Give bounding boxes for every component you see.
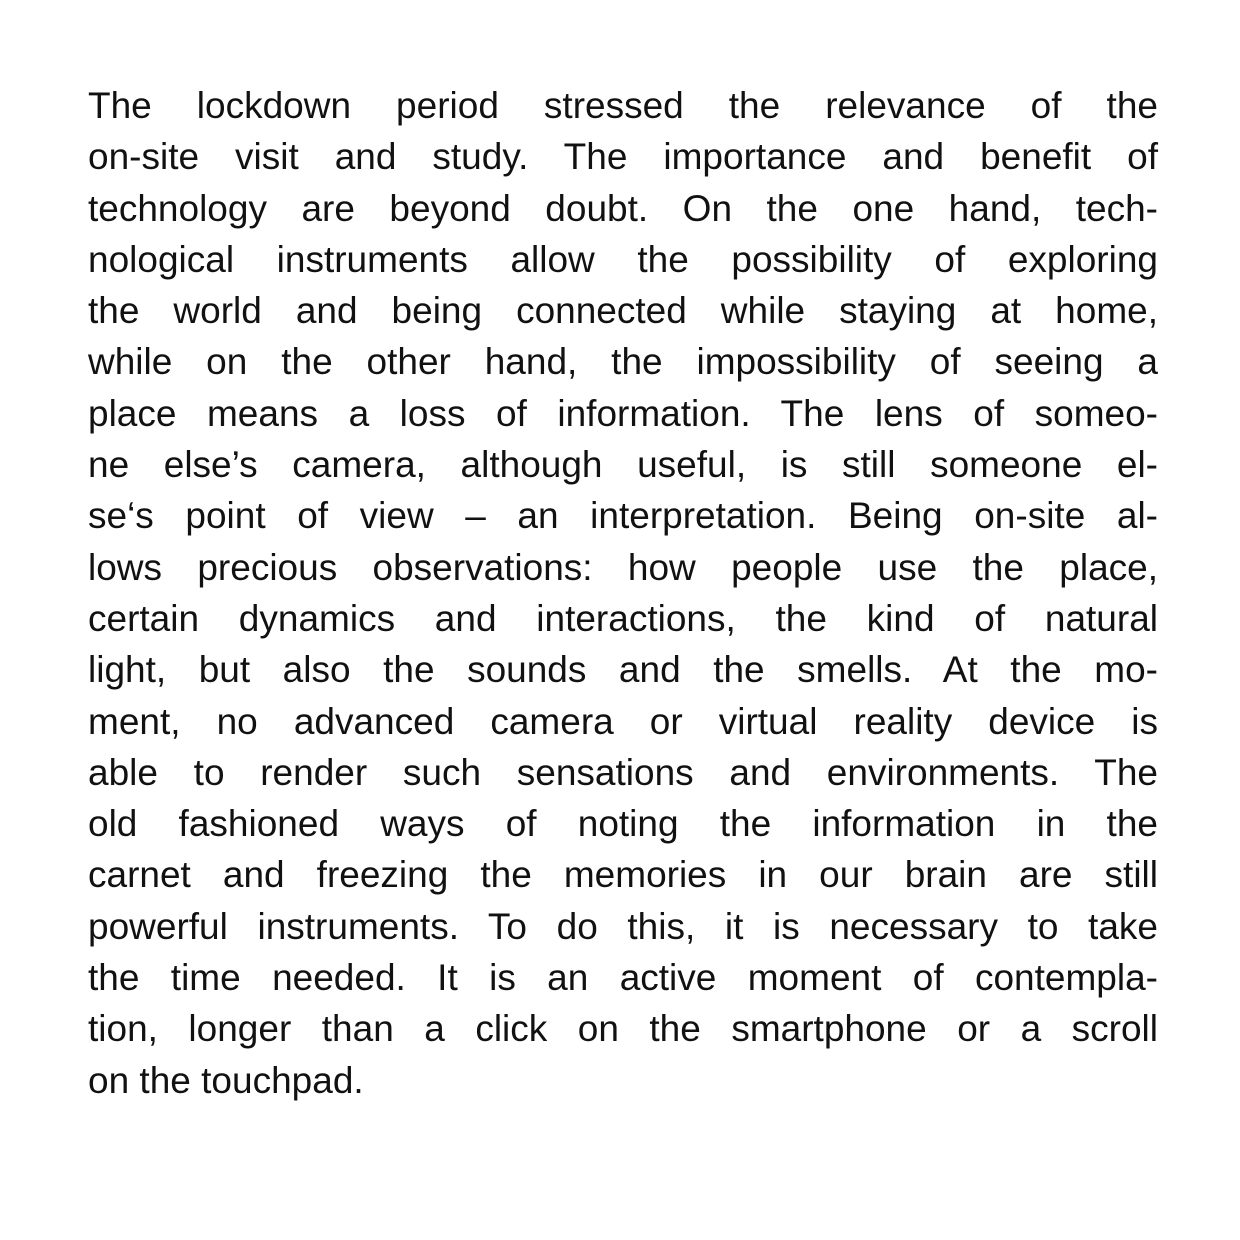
paragraph-line: ment, no advanced camera or virtual reality device is	[88, 700, 1158, 742]
paragraph-line: The lockdown period stressed the relevance of the	[88, 85, 1158, 126]
paragraph-line: certain dynamics and interactions, the kind of natural	[88, 597, 1158, 639]
paragraph-line: nological instruments allow the possibility of exploring	[88, 238, 1158, 280]
paragraph-line: technology are beyond doubt. On the one hand, tech-	[88, 187, 1158, 229]
paragraph-line: the world and being connected while staying at home,	[88, 290, 1158, 332]
paragraph-line: ne else’s camera, although useful, is still someone el-	[88, 444, 1158, 486]
paragraph-line: the time needed. It is an active moment of contempla-	[88, 957, 1158, 999]
paragraph-line: while on the other hand, the impossibility of seeing a	[88, 341, 1158, 383]
paragraph-line: able to render such sensations and environments. The	[88, 751, 1158, 793]
paragraph-line: on the touchpad.	[88, 1059, 364, 1101]
paragraph-line: tion, longer than a click on the smartphone or a scroll	[88, 1008, 1158, 1050]
paragraph-line: light, but also the sounds and the smells. At the mo-	[88, 649, 1158, 691]
paragraph-line: powerful instruments. To do this, it is necessary to take	[88, 905, 1158, 947]
body-paragraph	[88, 80, 1158, 1106]
paragraph-line: lows precious observations: how people use the place,	[88, 546, 1158, 588]
paragraph-line: old fashioned ways of noting the information in the	[88, 803, 1158, 845]
paragraph-line: carnet and freezing the memories in our brain are still	[88, 854, 1158, 896]
paragraph-line: se‘s point of view – an interpretation. Being on-site al-	[88, 495, 1158, 537]
paragraph-line: place means a loss of information. The lens of someo-	[88, 392, 1158, 434]
paragraph-line: on-site visit and study. The importance and benefit of	[88, 136, 1158, 178]
